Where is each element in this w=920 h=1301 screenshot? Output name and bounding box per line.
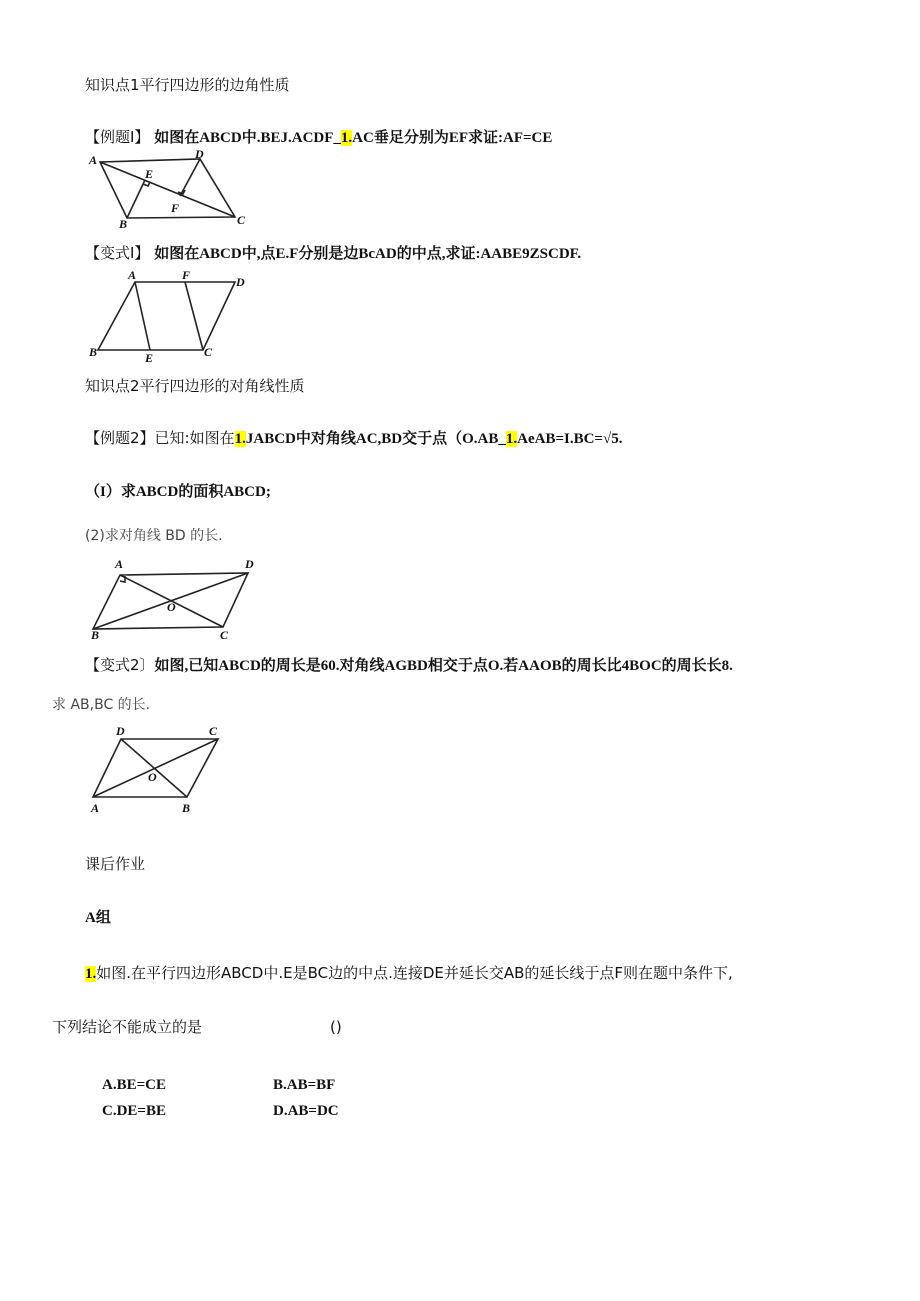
perpendicular-be [127,180,145,218]
option-c: C.DE=BE [102,1103,166,1119]
label-a: A [91,801,100,815]
variant1-text: 如图在ABCD中,点E.F分别是边BcAD的中点,求证:AABE9ZSCDF. [154,246,582,262]
segment-ae [135,282,150,350]
example2-statement [85,428,622,449]
question1-line2 [52,1017,202,1037]
section-title-kp1: 知识点1平行四边形的边角性质 [85,76,290,94]
variant2-text: 如图,已知ABCD的周长是60.对角线AGBD相交于点O.若AAOB的周长比4BOC的周长长8. [154,658,733,674]
label-c: C [220,628,229,642]
label-f: F [182,268,191,282]
question1-text: 如图.在平行四边形ABCD中.E是BC边的中点.连接DE并延长交AB的延长线于点F则在题中条件下, [96,964,733,982]
example1-text-b: AC垂足分别为EF求证:AF=CE [352,130,553,146]
option-a: A.BE=CE [102,1077,166,1093]
label-o: O [148,770,157,784]
variant1-tag: 【变式I】 [85,244,150,262]
label-b: B [182,801,191,815]
example1-figure [85,147,246,231]
variant2-statement [85,655,733,676]
section-title-kp2: 知识点2平行四边形的对角线性质 [85,377,305,395]
label-e: E [145,351,154,365]
example2-text-c: AeAB=I.BC=√5. [517,431,623,447]
example1-statement [85,127,552,148]
variant2-figure [85,725,235,820]
question1-number: 1. [85,966,97,982]
example2-text-b: JABCD中对角线AC,BD交于点（O.AB_ [245,431,506,447]
variant1-statement [85,243,581,264]
example2-figure [85,555,260,645]
example2-part2: (2)求对角线 BD 的长. [85,528,223,544]
label-a: A [89,153,98,167]
variant2-tag: 【变式2〕 [85,656,155,674]
variant2-line2: 求 AB,BC 的长. [52,697,151,713]
label-a: A [128,268,137,282]
label-f: F [171,201,180,215]
parallelogram-abcd [98,282,235,350]
example2-highlight2: 1. [505,431,518,447]
homework-title: 课后作业 [85,855,146,873]
question1-statement [85,963,733,984]
question1-line2-text: 下列结论不能成立的是 [52,1018,203,1036]
answer-parentheses: () [330,1018,342,1036]
label-b: B [91,628,100,642]
label-c: C [237,213,246,227]
label-b: B [89,345,98,359]
example2-part1: （I）求ABCD的面积ABCD; [85,484,271,500]
example1-highlight: 1. [340,130,353,146]
diagonal-ac [100,162,235,217]
label-d: D [195,147,204,161]
label-a: A [115,557,124,571]
example1-tag: 【例题I】 [85,128,150,146]
segment-fc [185,282,203,350]
label-c: C [204,345,213,359]
label-d: D [245,557,254,571]
option-b: B.AB=BF [273,1077,336,1093]
option-d: D.AB=DC [273,1103,339,1119]
label-d: D [236,275,245,289]
label-d: D [116,724,125,738]
example1-text-a: 如图在ABCD中.BEJ.ACDF_ [154,130,341,146]
example2-highlight1: 1. [234,431,246,447]
variant1-figure [85,270,255,365]
example2-text-a: 已知:如图在 [154,429,235,447]
diagonal-ca [93,739,218,797]
label-b: B [119,217,128,231]
label-e: E [145,167,154,181]
label-o: O [167,600,176,614]
label-c: C [209,724,218,738]
group-title: A组 [85,910,111,926]
perpendicular-df [180,159,200,196]
example2-tag: 【例题2】 [85,429,155,447]
